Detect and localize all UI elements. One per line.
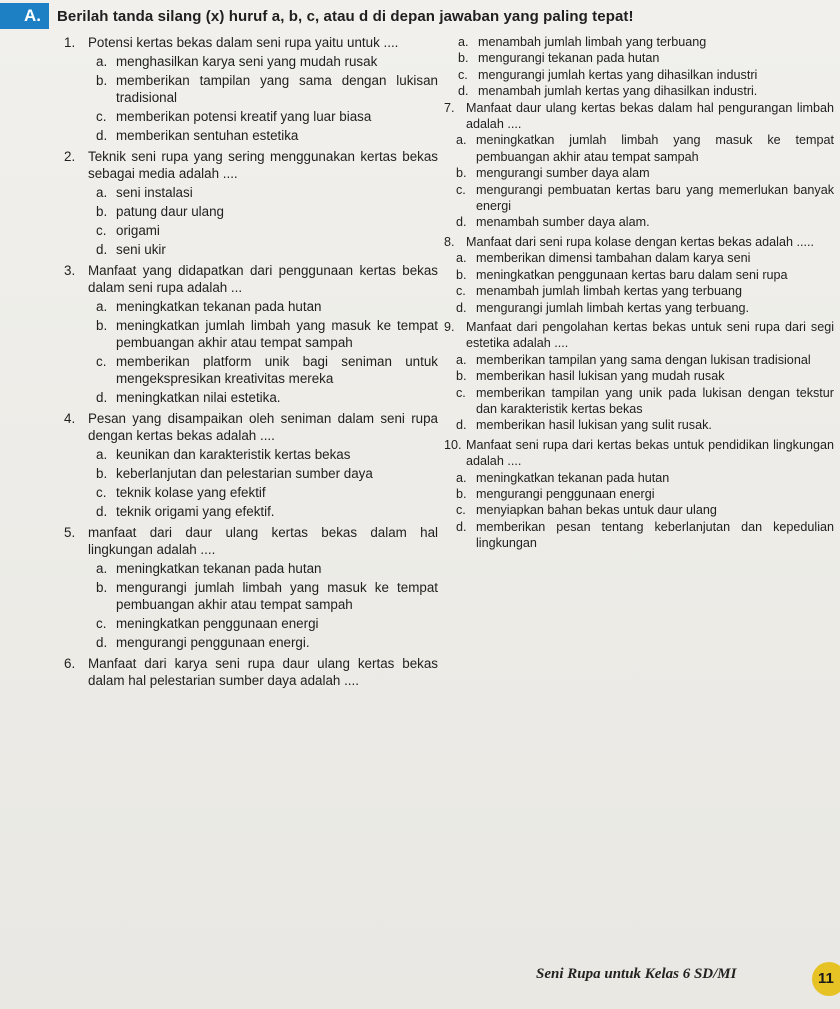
option-letter: c. [456,503,466,518]
option-letter: b. [456,166,467,181]
question-6 [64,655,438,689]
question-stem [444,437,834,470]
answer-option[interactable] [458,50,834,66]
option-letter: c. [458,67,468,82]
answer-option[interactable] [456,214,834,230]
answer-option[interactable] [456,385,834,418]
answer-option[interactable] [96,465,438,482]
option-letter: b. [96,466,108,481]
option-letter: a. [456,133,467,148]
option-text: meningkatkan jumlah limbah yang masuk ke tempat pembuangan akhir atau tempat sampah [476,133,834,164]
option-text: menambah sumber daya alam. [476,215,650,230]
question-8 [444,234,834,316]
question-9 [444,319,834,434]
answer-option[interactable] [456,502,834,518]
question-number: 2. [64,149,76,164]
option-letter: d. [458,84,469,99]
option-letter: b. [96,580,108,595]
answer-option[interactable] [96,579,438,613]
answer-option[interactable] [456,486,834,502]
answer-option[interactable] [456,250,834,266]
option-letter: a. [96,447,108,462]
answer-option[interactable] [96,634,438,651]
option-text: mengurangi pembuatan kertas baru yang memerlukan banyak energi [476,182,834,214]
question-stem [444,234,834,250]
question-number: 7. [444,100,455,115]
option-letter: c. [96,485,107,500]
answer-option[interactable] [96,127,438,144]
option-letter: b. [96,73,108,88]
question-number: 3. [64,263,76,278]
option-text: mengurangi sumber daya alam [476,166,650,181]
answer-option[interactable] [96,184,438,201]
option-letter: a. [96,299,108,314]
answer-option[interactable] [96,353,438,387]
option-letter: a. [96,54,108,69]
answer-option[interactable] [456,283,834,299]
question-stem [64,262,438,296]
option-letter: c. [456,284,466,299]
answer-option[interactable] [96,389,438,406]
option-letter: a. [458,35,469,49]
option-letter: a. [456,470,467,485]
option-letter: c. [96,616,107,631]
option-letter: c. [96,109,107,124]
question-3 [64,262,438,406]
right-column [444,34,834,555]
question-number: 4. [64,411,76,426]
option-text: patung daur ulang [116,204,224,219]
section-instruction: Berilah tanda silang (x) huruf a, b, c, atau d di depan jawaban yang paling tepat! [57,7,634,25]
option-letter: d. [456,300,467,315]
q6-continued-options [444,34,834,100]
page-number: 11 [812,962,840,996]
book-title: Seni Rupa untuk Kelas 6 SD/MI [536,966,737,982]
option-text: memberikan platform unik bagi seniman untuk mengekspresikan kreativitas mereka [116,354,438,386]
question-number: 10. [444,437,462,452]
answer-option[interactable] [96,615,438,632]
answer-option[interactable] [456,267,834,283]
option-text: meningkatkan jumlah limbah yang masuk ke tempat pembuangan akhir atau tempat sampah [116,318,438,350]
option-text: memberikan potensi kreatif yang luar biasa [116,109,372,124]
question-stem [64,655,438,689]
answer-option[interactable] [458,67,834,83]
answer-option[interactable] [96,560,438,577]
left-column [64,34,438,693]
answer-option[interactable] [96,503,438,520]
answer-option[interactable] [96,72,438,106]
answer-option[interactable] [96,446,438,463]
option-text: memberikan hasil lukisan yang mudah rusak [476,369,725,384]
option-letter: b. [456,369,467,384]
question-4 [64,410,438,520]
option-text: seni instalasi [116,185,193,200]
option-text: mengurangi jumlah limbah yang masuk ke tempat pembuangan akhir atau tempat sampah [116,580,438,612]
option-text: meningkatkan nilai estetika. [116,390,281,405]
option-text: memberikan sentuhan estetika [116,128,299,143]
question-text: Potensi kertas bekas dalam seni rupa yaitu untuk .... [88,35,399,50]
option-text: mengurangi penggunaan energi. [116,635,310,650]
answer-option[interactable] [458,34,834,50]
option-text: keunikan dan karakteristik kertas bekas [116,447,351,462]
answer-option[interactable] [96,484,438,501]
question-stem [64,34,438,51]
option-letter: b. [456,267,467,282]
question-number: 6. [64,656,76,671]
option-text: menambah jumlah limbah kertas yang terbuang [476,284,743,299]
option-text: meningkatkan penggunaan energi [116,616,319,631]
question-text: Manfaat daur ulang kertas bekas dalam hal pengurangan limbah adalah .... [466,100,834,132]
answer-option[interactable] [456,182,834,215]
answer-option[interactable] [456,519,834,552]
answer-option[interactable] [96,222,438,239]
option-letter: a. [96,561,108,576]
option-letter: c. [456,182,466,197]
option-letter: d. [96,242,108,257]
answer-option[interactable] [456,368,834,384]
option-letter: b. [456,486,467,501]
option-text: memberikan tampilan yang sama dengan lukisan tradisional [116,73,438,105]
question-text: Manfaat seni rupa dari kertas bekas untuk pendidikan lingkungan adalah .... [466,437,834,469]
question-stem [444,100,834,133]
question-text: Pesan yang disampaikan oleh seniman dalam seni rupa dengan kertas bekas adalah .... [88,411,438,443]
question-text: Manfaat dari pengolahan kertas bekas untuk seni rupa dari segi estetika adalah .... [466,319,834,351]
question-text: Manfaat dari karya seni rupa daur ulang kertas bekas dalam hal pelestarian sumber daya adalah .... [88,656,438,688]
option-text: mengurangi penggunaan energi [476,486,655,501]
option-text: seni ukir [116,242,166,257]
option-text: memberikan tampilan yang sama dengan lukisan tradisional [476,352,811,367]
option-letter: b. [96,318,108,333]
option-letter: a. [96,185,108,200]
question-10 [444,437,834,552]
option-text: meningkatkan tekanan pada hutan [116,561,322,576]
option-text: meningkatkan penggunaan kertas baru dalam seni rupa [476,267,788,282]
option-letter: d. [456,215,467,230]
option-text: keberlanjutan dan pelestarian sumber daya [116,466,373,481]
option-text: mengurangi tekanan pada hutan [478,51,660,66]
option-letter: a. [456,251,467,266]
answer-option[interactable] [96,108,438,125]
answer-option[interactable] [96,298,438,315]
answer-option[interactable] [96,241,438,258]
answer-option[interactable] [456,165,834,181]
question-2 [64,148,438,258]
option-letter: b. [96,204,108,219]
answer-option[interactable] [96,317,438,351]
option-letter: a. [456,352,467,367]
question-text: Teknik seni rupa yang sering menggunakan kertas bekas sebagai media adalah .... [88,149,438,181]
option-text: teknik kolase yang efektif [116,485,266,500]
option-text: memberikan hasil lukisan yang sulit rusak. [476,418,712,433]
option-letter: d. [96,504,108,519]
option-text: meningkatkan tekanan pada hutan [116,299,322,314]
answer-option[interactable] [456,300,834,316]
question-stem [64,524,438,558]
answer-option[interactable] [456,132,834,165]
option-letter: c. [96,223,107,238]
option-letter: c. [456,385,466,400]
option-letter: d. [96,128,108,143]
answer-option[interactable] [456,352,834,368]
option-text: mengurangi jumlah kertas yang dihasilkan industri [478,67,758,82]
option-text: mengurangi jumlah limbah kertas yang terbuang. [476,300,750,315]
option-text: teknik origami yang efektif. [116,504,275,519]
answer-option[interactable] [96,203,438,220]
option-text: memberikan dimensi tambahan dalam karya seni [476,251,751,266]
answer-option[interactable] [96,53,438,70]
question-stem [64,148,438,182]
question-7 [444,100,834,231]
question-text: Manfaat dari seni rupa kolase dengan kertas bekas adalah ..... [466,234,814,249]
question-number: 9. [444,319,455,334]
option-letter: d. [456,519,467,534]
option-text: memberikan pesan tentang keberlanjutan dan kepedulian lingkungan [476,519,834,551]
option-letter: d. [96,635,108,650]
section-header [16,4,634,28]
option-letter: d. [96,390,108,405]
question-number: 5. [64,525,76,540]
question-number: 8. [444,234,455,249]
question-1 [64,34,438,144]
answer-option[interactable] [456,417,834,433]
option-letter: c. [96,354,107,369]
section-label: A. [0,3,49,29]
option-letter: b. [458,51,469,66]
option-text: menambah jumlah limbah yang terbuang [478,35,707,49]
question-5 [64,524,438,651]
option-text: menyiapkan bahan bekas untuk daur ulang [476,503,717,518]
option-letter: d. [456,418,467,433]
option-text: meningkatkan tekanan pada hutan [476,470,670,485]
answer-option[interactable] [456,470,834,486]
option-text: origami [116,223,160,238]
question-text: Manfaat yang didapatkan dari penggunaan kertas bekas dalam seni rupa adalah ... [88,263,438,295]
question-stem [444,319,834,352]
option-text: menghasilkan karya seni yang mudah rusak [116,54,378,69]
question-number: 1. [64,35,76,50]
option-text: memberikan tampilan yang unik pada lukisan dengan tekstur dan karakteristik kertas bekas [476,385,834,416]
question-stem [64,410,438,444]
option-text: menambah jumlah kertas yang dihasilkan industri. [478,84,758,99]
question-text: manfaat dari daur ulang kertas bekas dalam hal lingkungan adalah .... [88,525,438,557]
answer-option[interactable] [458,83,834,99]
